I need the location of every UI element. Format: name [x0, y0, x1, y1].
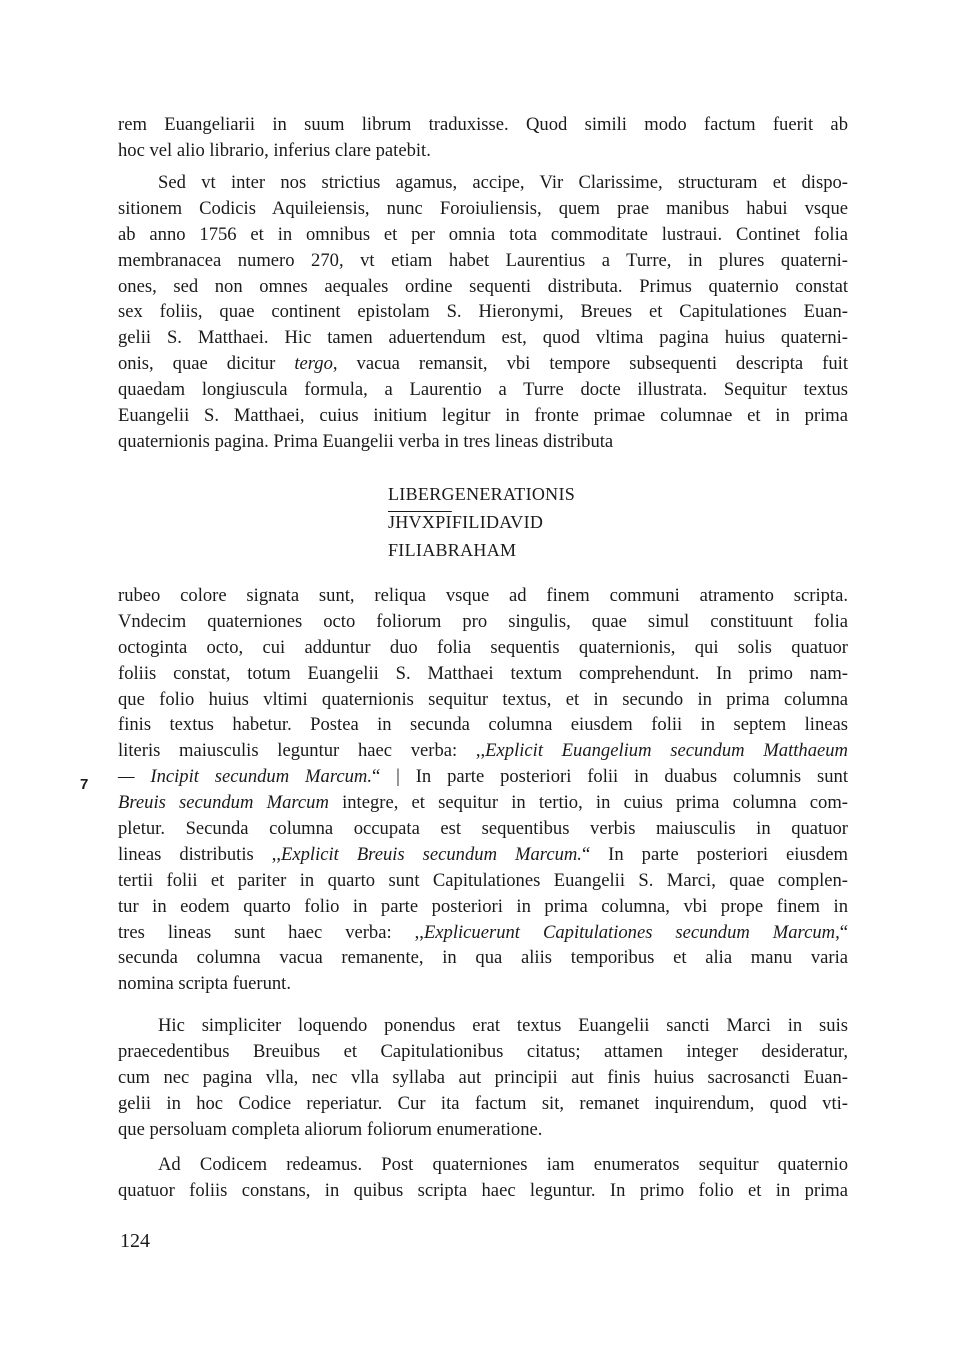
- page-number: 124: [120, 1230, 150, 1252]
- text-line: Vndecim quaterniones octo foliorum pro singulis, quae simul constituunt folia: [118, 610, 848, 632]
- paragraph-2: [118, 170, 848, 455]
- text-line: membranacea numero 270, vt etiam habet Laurentius a Turre, in plures quaterni-: [118, 249, 848, 271]
- text-line: ab anno 1756 et in omnibus et per omnia tota commoditate lustraui. Continet folia: [118, 223, 848, 245]
- text-run: literis maiusculis leguntur haec verba: ,,: [118, 740, 486, 762]
- text-line: cum nec pagina vlla, nec vlla syllaba aut principii aut finis huius sacrosancti Euan-: [118, 1066, 848, 1088]
- text-line: quaternionis pagina. Prima Euangelii verba in tres lineas distributa: [118, 430, 614, 452]
- italic-quote: Explicuerunt Capitulationes secundum Marcum,: [423, 921, 840, 943]
- text-line: sitionem Codicis Aquileiensis, nunc Foroiuliensis, quem prae manibus habui vsque: [118, 197, 848, 219]
- text-line: quatuor foliis constans, in quibus scripta haec leguntur. In primo folio et in prima: [118, 1179, 848, 1201]
- text-run: tres lineas sunt haec verba: ,,: [118, 921, 424, 943]
- text-line: octoginta octo, cui adduntur duo folia sequentis quaternionis, qui solis quatuor: [118, 636, 848, 658]
- text-line: quaedam longiuscula formula, a Laurentio a Turre docte illustrata. Sequitur textus: [118, 379, 848, 401]
- text-line: tertii folii et pariter in quarto sunt Capitulationes Euangelii S. Marci, quae complen-: [118, 869, 848, 891]
- paragraph-4: [118, 1013, 848, 1142]
- text-run: FILIDAVID: [451, 512, 544, 532]
- text-line: que folio huius vltimi quaternionis sequitur textus, et in secundo in prima columna: [118, 688, 848, 710]
- italic-term: tergo: [294, 353, 333, 375]
- text-line: que persoluam completa aliorum foliorum enumeratione.: [118, 1118, 543, 1140]
- text-line: [118, 764, 848, 790]
- text-run: , vacua remansit, vbi tempore subsequenti descripta fuit: [332, 353, 848, 375]
- paragraph-5: [118, 1152, 848, 1204]
- text-line: Hic simpliciter loquendo ponendus erat textus Euangelii sancti Marci in suis: [158, 1015, 848, 1036]
- text-line: [118, 920, 848, 946]
- text-run: onis, quae dicitur: [118, 353, 295, 375]
- abbreviation-overline: $\overline{XPI}$: [421, 512, 452, 532]
- text-line: [118, 738, 848, 764]
- quote-line: LIBERGENERATIONIS: [388, 484, 576, 504]
- italic-quote: Explicit Breuis secundum Marcum.: [281, 843, 582, 865]
- text-line: [118, 842, 848, 868]
- text-run: “ | In parte posteriori folii in duabus columnis sunt: [372, 766, 848, 788]
- quote-line: [388, 508, 575, 536]
- text-line: Sed vt inter nos strictius agamus, accipe, Vir Clarissime, structuram et dispo-: [158, 172, 848, 193]
- text-line: hoc vel alio librario, inferius clare patebit.: [118, 139, 431, 161]
- text-line: finis textus habetur. Postea in secunda columna eiusdem folii in septem lineas: [118, 714, 848, 736]
- paragraph-1: [118, 112, 848, 164]
- text-line: [118, 790, 848, 816]
- text-line: nomina scripta fuerunt.: [118, 973, 291, 995]
- italic-quote: Explicit Euangelium secundum Matthaeum: [485, 740, 848, 762]
- quote-line: FILIABRAHAM: [388, 540, 517, 560]
- italic-quote: — Incipit secundum Marcum.: [118, 766, 372, 788]
- text-line: ones, sed non omnes aequales ordine sequenti distributa. Primus quaternio constat: [118, 275, 848, 297]
- liber-generationis-quote: [388, 480, 575, 564]
- text-run: integre, et sequitur in tertio, in cuius prima columna com-: [328, 792, 848, 814]
- text-line: praecedentibus Breuibus et Capitulationibus citatus; attamen integer desideratur,: [118, 1040, 848, 1062]
- text-line: Ad Codicem redeamus. Post quaterniones iam enumeratos sequitur quaternio: [158, 1154, 848, 1175]
- text-line: foliis constat, totum Euangelii S. Matthaei textum comprehendunt. In primo nam-: [118, 662, 848, 684]
- abbreviation-overline: $\overline{JHV}$: [388, 512, 422, 532]
- text-run: “ In parte posteriori eiusdem: [581, 843, 848, 865]
- text-run: “: [839, 921, 848, 943]
- text-line: sex foliis, quae continent epistolam S. Hieronymi, Breues et Capitulationes Euan-: [118, 301, 848, 323]
- text-line: tur in eodem quarto folio in parte posteriori in prima columna, vbi prope finem in: [118, 895, 848, 917]
- text-line: [118, 351, 848, 377]
- text-line: gelii in hoc Codice reperiatur. Cur ita factum sit, remanet inquirendum, quod vti-: [118, 1092, 848, 1114]
- text-line: Euangelii S. Matthaei, cuius initium legitur in fronte primae columnae et in prima: [118, 405, 848, 427]
- italic-quote: Breuis secundum Marcum: [118, 792, 329, 814]
- text-line: gelii S. Matthaei. Hic tamen aduertendum est, quod vltima pagina huius quaterni-: [118, 327, 848, 349]
- text-line: rem Euangeliarii in suum librum traduxisse. Quod simili modo factum fuerit ab: [118, 114, 848, 135]
- text-run: lineas distributis ,,: [118, 843, 282, 865]
- text-line: rubeo colore signata sunt, reliqua vsque ad finem communi atramento scripta.: [118, 585, 848, 606]
- paragraph-3: [118, 583, 848, 997]
- margin-marker: 7: [80, 776, 89, 793]
- text-line: secunda columna vacua remanente, in qua aliis temporibus et alia manu varia: [118, 947, 848, 969]
- text-line: pletur. Secunda columna occupata est sequentibus verbis maiusculis in quatuor: [118, 818, 848, 840]
